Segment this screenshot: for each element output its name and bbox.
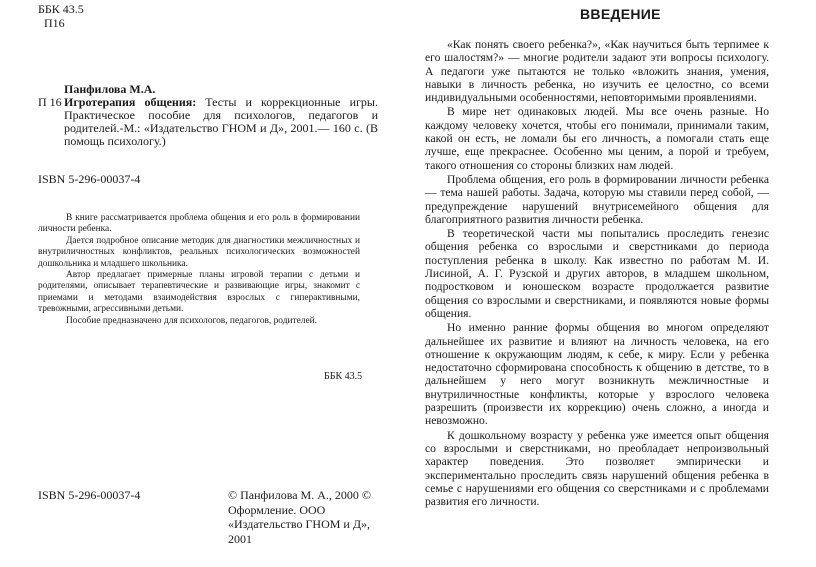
abstract-paragraph: В книге рассматривается проблема общения и его роль в формировании личности ребенка.: [38, 213, 360, 235]
intro-paragraph: В мире нет одинаковых людей. Мы все очень разные. Но каждому человеку хочется, чтобы его понимали, принимали таким, какой он есть, не ломали бы его личность, а помогали стать еще лучше, еще прекраснее. Особенно мы ценим, а порой и требуем, такого отношения со стороны близких нам людей.: [425, 105, 769, 172]
intro-paragraph: К дошкольному возрасту у ребенка уже имеется опыт общения со взрослыми и сверстниками, но преобладает непроизвольный характер поведения. Это позволяет эмпирически и экспериментально проследить связь нарушений общения ребенка в семье с нарушениями его общения со сверстниками и с проблемами развития его личности.: [425, 428, 769, 509]
udc-code: П16: [44, 16, 65, 30]
abstract: [38, 213, 360, 327]
bbk-code-bottom: ББК 43.5: [324, 371, 363, 382]
entry-body: [64, 96, 378, 148]
author-name: Панфилова М.А.: [64, 82, 156, 96]
abstract-paragraph: Дается подробное описание методик для диагностики межличностных и внутриличностных конфликтов, реальных психологических возможностей дошкольника и младшего школьника.: [38, 235, 360, 269]
intro-paragraph: Проблема общения, его роль в формировании личности ребенка — тема нашей работы. Задача, которую мы ставили перед собой, — предупреждение нарушений внутрисемейного общения для благоприятного развития личности ребенка.: [425, 172, 769, 226]
intro-paragraph: В теоретической части мы попытались проследить генезис общения ребенка со взрослыми и сверстниками до периода поступления ребенка в школу. Как известно по работам М. И. Лисиной, А. Г. Рузской и других авторов, в младшем школьном, подростковом и юношеском возрасте продолжается развитие общения со взрослыми и сверстниками, и появляются новые формы общения.: [425, 227, 769, 320]
intro-paragraph: «Как понять своего ребенка?», «Как научиться быть терпимее к его шалостям?» — многие родители задают эти вопросы психологу. А педагоги уже пытаются не только «вложить знания, умения, навыки в личность ребенка, но изучить ее целостно, со всеми индивидуальными особенностями, неповторимыми проявлениями.: [425, 38, 769, 105]
right-page: [410, 0, 816, 567]
bibliographic-entry: [38, 83, 378, 148]
classification-codes: [38, 2, 84, 30]
isbn-main: ISBN 5-296-00037-4: [38, 172, 141, 186]
abstract-paragraph: Автор предлагает примерные планы игровой терапии с детьми и родителями, описывает терапевтические и развивающие игры, знакомит с приемами и методами взаимодействия взрослых с гиперактивными, тревожными, агрессивными детьми.: [38, 270, 360, 315]
intro-paragraph: Но именно ранние формы общения во многом определяют дальнейшее их развитие и влияют на личность человека, на его отношение к окружающим людям, к себе, к миру. Если у ребенка недостаточно сформирована способность к общению в детстве, то в дальнейшем у него могут возникнуть межличностные и внутриличностные конфликты, которые у взрослого человека разрешить (произвести их коррекцию) очень сложно, а иногда и невозможно.: [425, 321, 769, 428]
isbn-bottom: ISBN 5-296-00037-4: [38, 488, 141, 502]
introduction-text: [425, 38, 769, 509]
copyright-notice: © Панфилова М. А., 2000 © Оформление. ООО «Издательство ГНОМ и Д», 2001: [228, 488, 372, 546]
entry-line: [38, 96, 378, 148]
entry-number: П 16: [38, 95, 62, 109]
book-details: Тесты и коррекционные игры. Практическое пособие для психологов, педагогов и родителей.-М.: «Издательство ГНОМ и Д», 2001.— 160 с. (В помощь психологу.): [64, 95, 378, 148]
bbk-code: ББК 43.5: [38, 2, 84, 16]
page-title: ВВЕДЕНИЕ: [580, 6, 661, 22]
book-title: Игротерапия общения:: [64, 95, 197, 109]
left-page: [0, 0, 400, 567]
abstract-paragraph: Пособие предназначено для психологов, педагогов, родителей.: [66, 315, 317, 326]
